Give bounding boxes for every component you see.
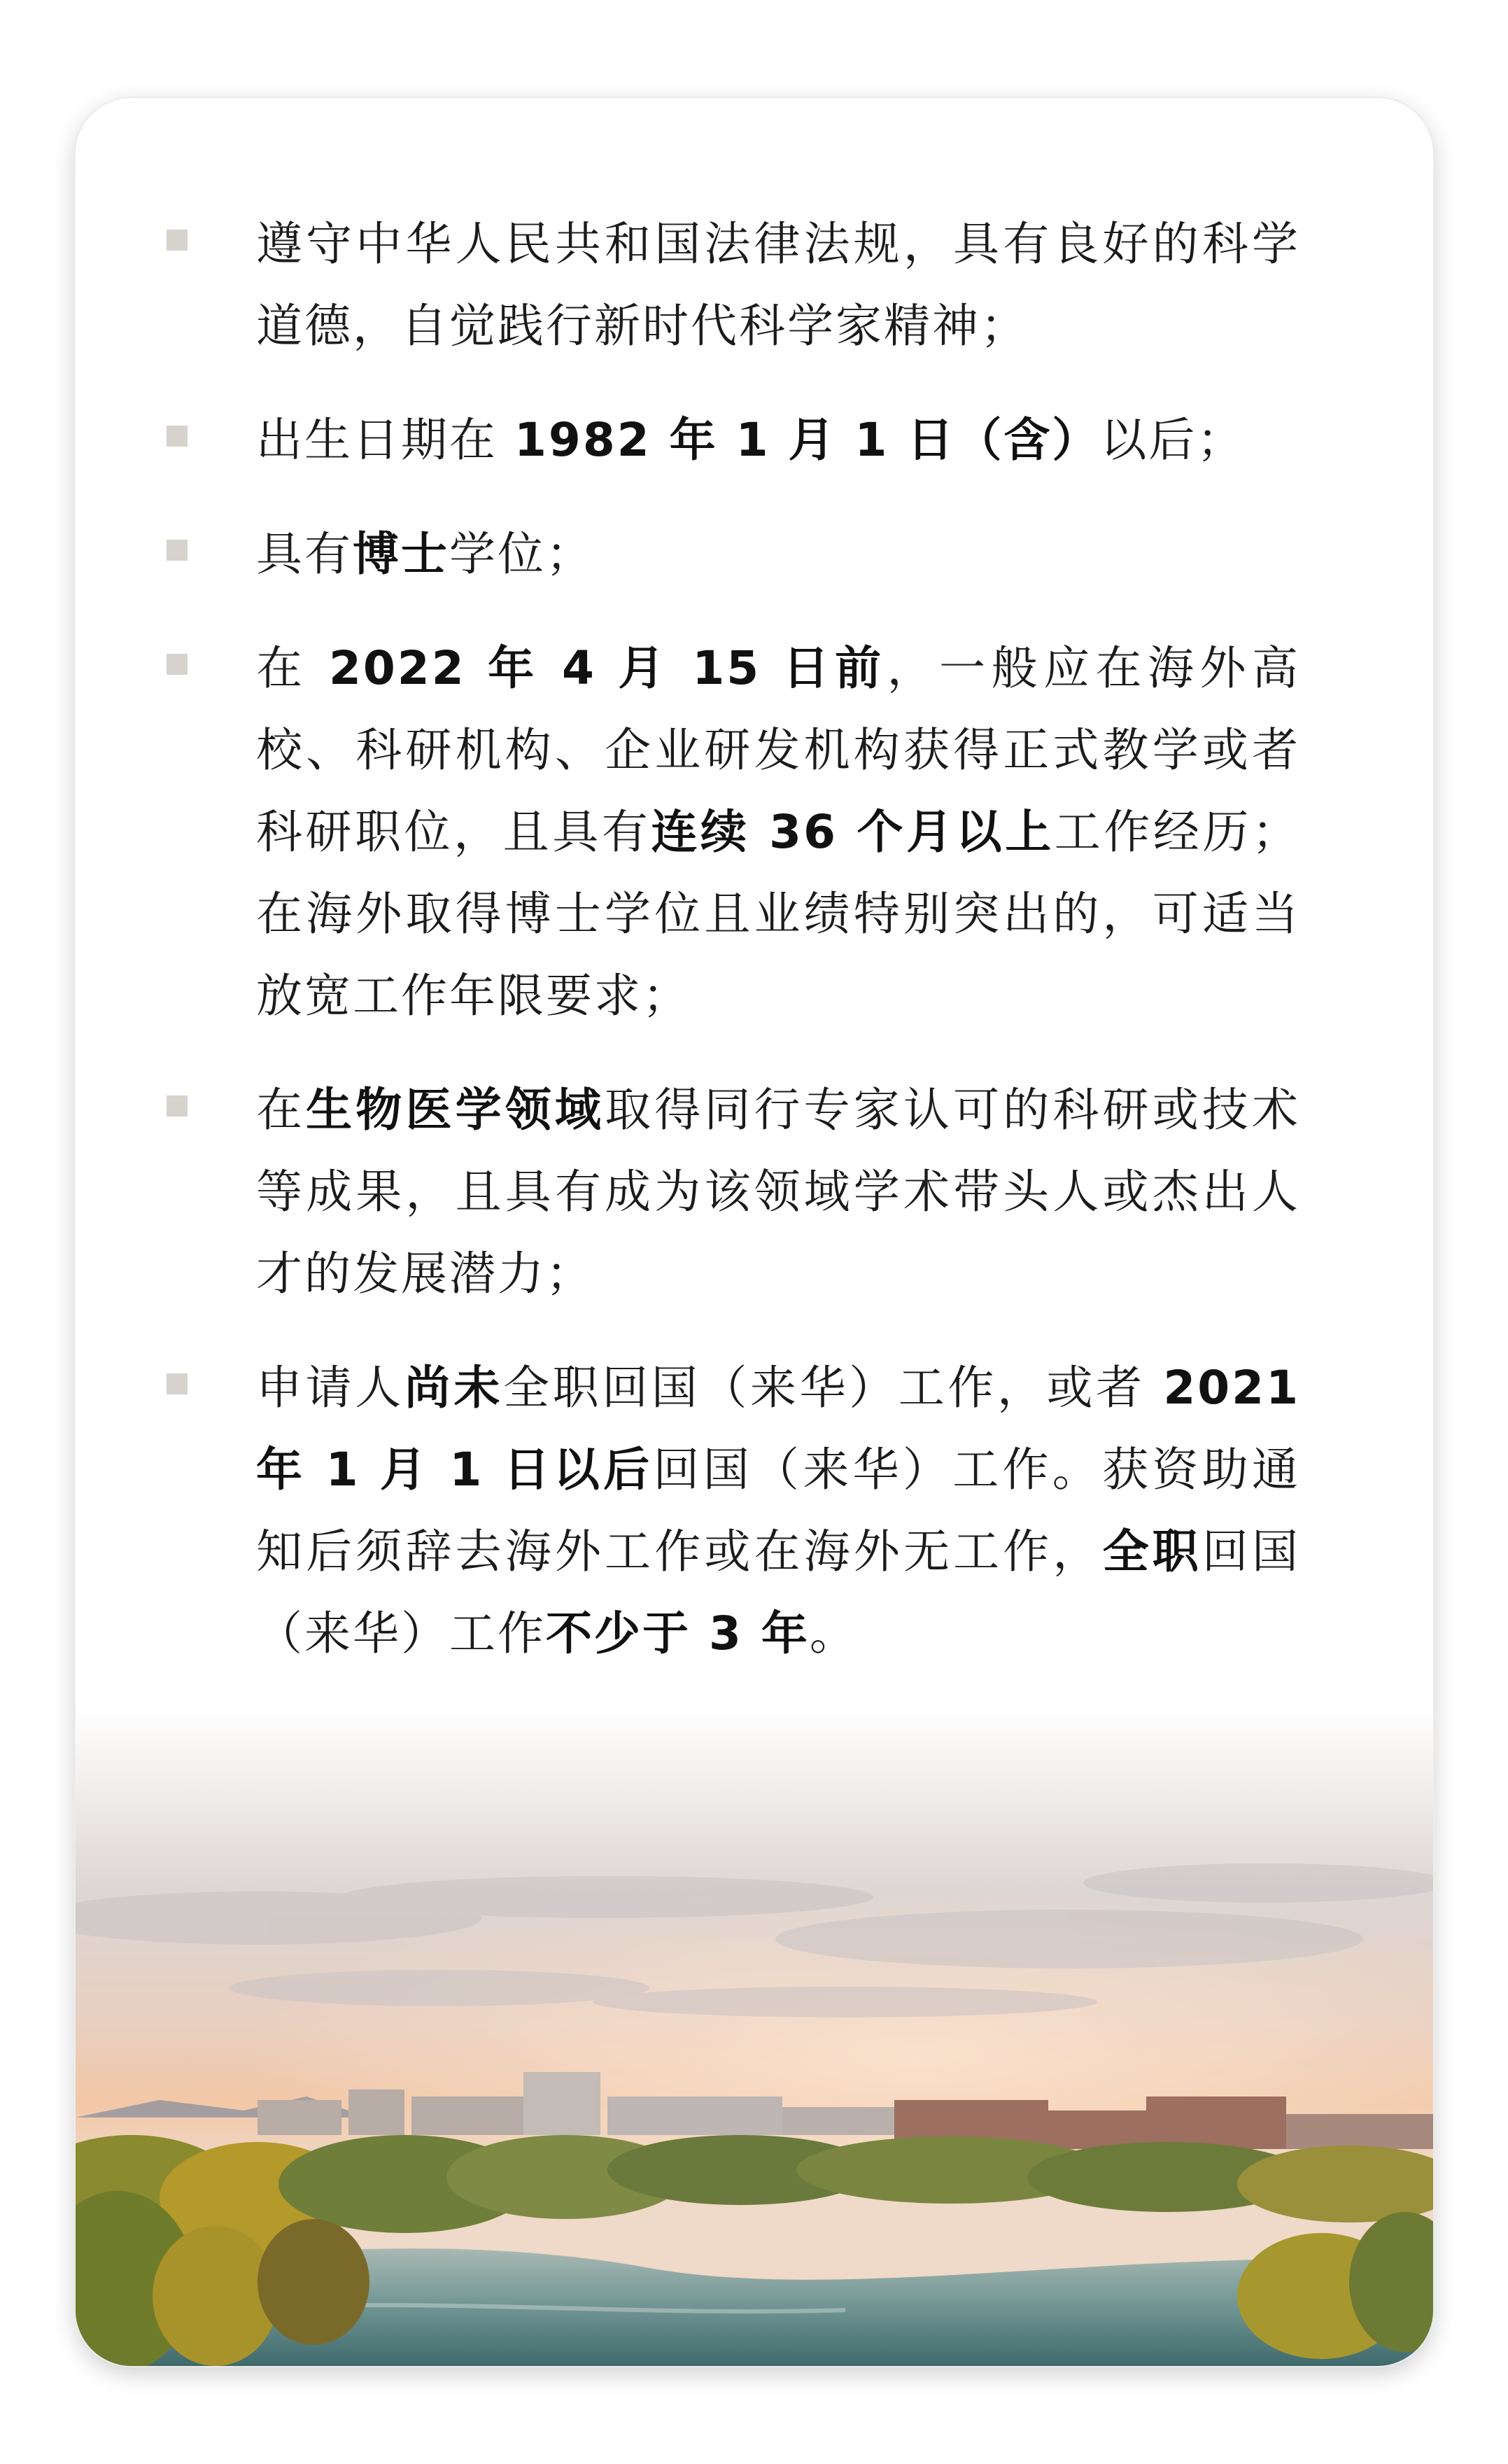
info-card — [76, 98, 1433, 2366]
list-item — [76, 513, 1433, 595]
list-item — [76, 1347, 1433, 1674]
requirement-birth-date: 出生日期在 1982 年 1 月 1 日（含）以后； — [256, 413, 1246, 467]
square-bullet-icon — [167, 654, 188, 675]
square-bullet-icon — [167, 230, 188, 251]
list-item — [76, 203, 1433, 367]
list-item — [76, 399, 1433, 481]
square-bullet-icon — [167, 426, 188, 447]
requirement-degree: 具有博士学位； — [256, 527, 594, 581]
square-bullet-icon — [167, 1373, 188, 1394]
list-item — [76, 627, 1433, 1037]
requirement-work-experience: 在 2022 年 4 月 15 日前，一般应在海外高校、科研机构、企业研发机构获得正式教学或者科研职位，且具有连续 36 个月以上工作经历；在海外取得博士学位且业绩特别突出的，可适当放宽工作年限要求； — [256, 641, 1301, 1023]
campus-lake-photo — [76, 1708, 1433, 2366]
campus-landscape-image — [76, 1708, 1433, 2366]
list-item — [76, 1069, 1433, 1315]
requirements-list — [76, 203, 1433, 1707]
square-bullet-icon — [167, 540, 188, 561]
square-bullet-icon — [167, 1096, 188, 1116]
requirement-ethics: 遵守中华人民共和国法律法规，具有良好的科学道德，自觉践行新时代科学家精神； — [256, 217, 1300, 353]
requirement-research-field: 在生物医学领域取得同行专家认可的科研或技术等成果，且具有成为该领域学术带头人或杰出人才的发展潜力； — [256, 1083, 1301, 1301]
requirement-return-status: 申请人尚未全职回国（来华）工作，或者 2021 年 1 月 1 日以后回国（来华）工作。获资助通知后须辞去海外工作或在海外无工作，全职回国（来华）工作不少于 3 年。 — [256, 1361, 1301, 1660]
